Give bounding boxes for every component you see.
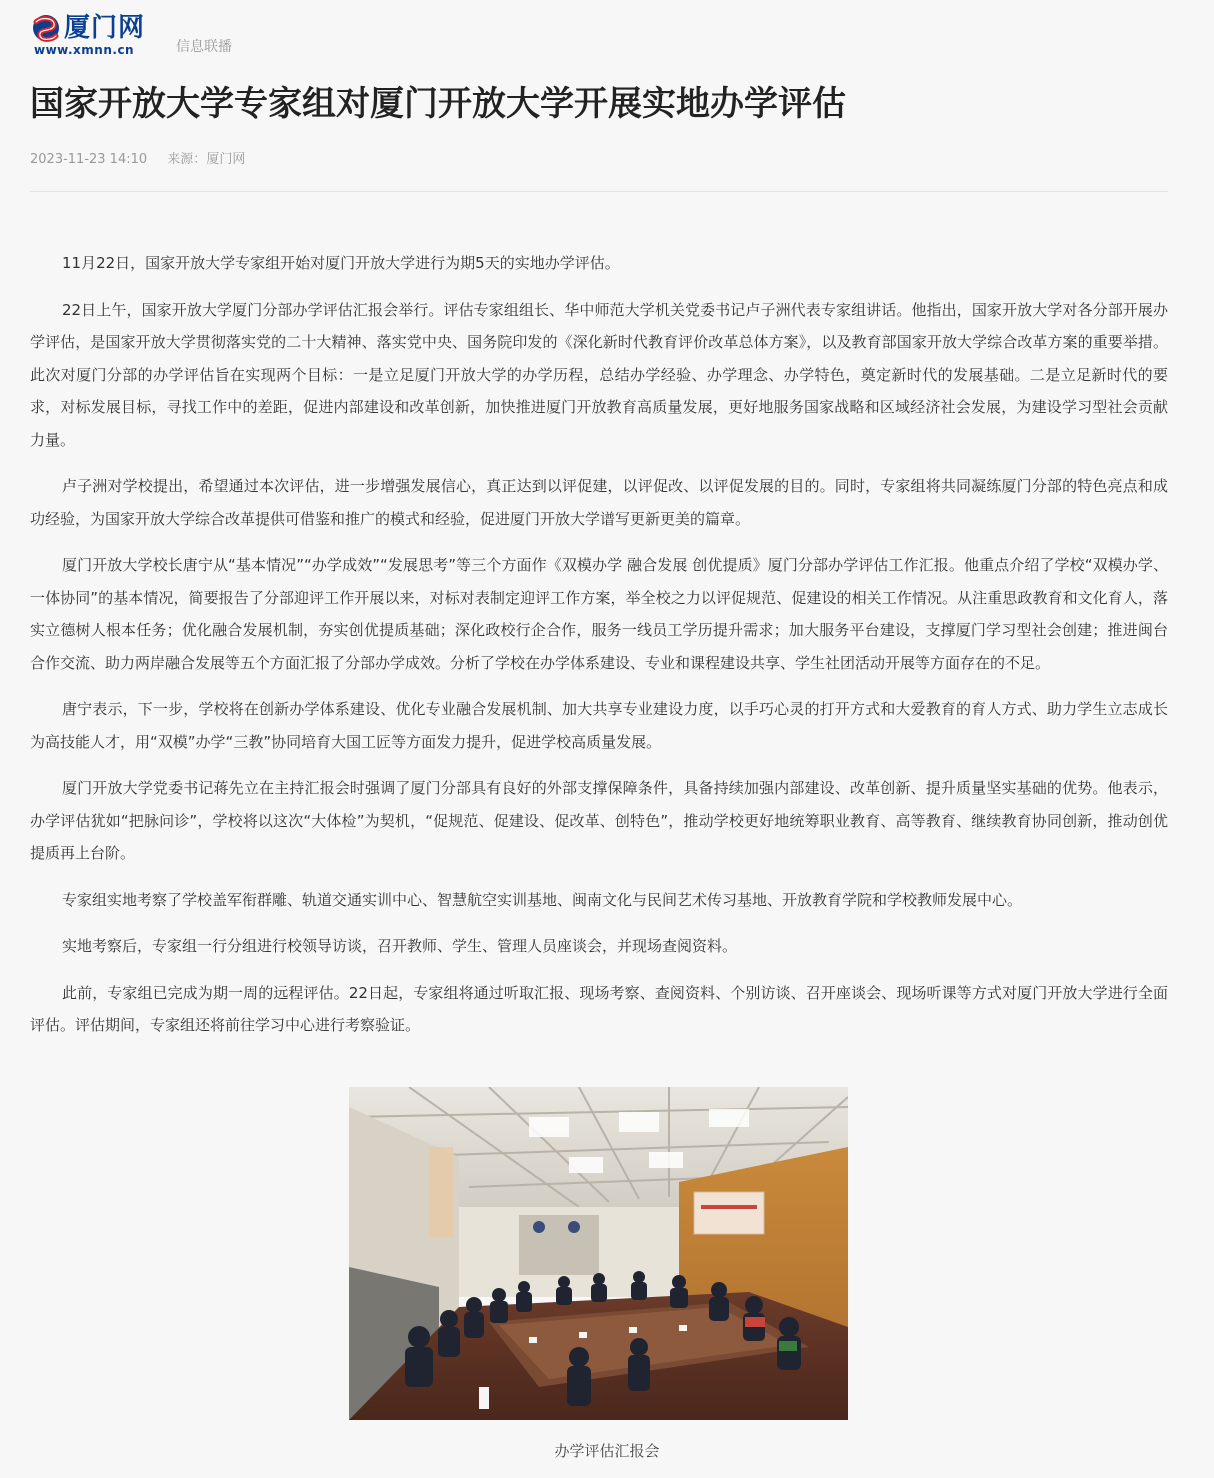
article-title: 国家开放大学专家组对厦门开放大学开展实地办学评估 [30, 84, 846, 124]
source-label: 来源： [167, 152, 207, 167]
article-paragraph: 厦门开放大学党委书记蒋先立在主持汇报会时强调了厦门分部具有良好的外部支撑保障条件，具备持续加强内部建设、改革创新、提升质量坚实基础的优势。他表示，办学评估犹如“把脉问诊”，学校将以这次“大体检”为契机，“促规范、促建设、促改革、创特色”，推动学校更好地统筹职业教育、高等教育、继续教育协同创新，推动创优提质再上台阶。 [30, 779, 1168, 862]
logo-url: www.xmnn.cn [34, 43, 135, 57]
meeting-room-photo [349, 1087, 848, 1420]
logo-emblem-icon [30, 14, 64, 44]
source-name: 厦门网 [206, 152, 246, 167]
article-paragraph: 22日上午，国家开放大学厦门分部办学评估汇报会举行。评估专家组组长、华中师范大学机关党委书记卢子洲代表专家组讲话。他指出，国家开放大学对各分部开展办学评估，是国家开放大学贯彻落实党的二十大精神、落实党中央、国务院印发的《深化新时代教育评价改革总体方案》，以及教育部国家开放大学综合改革方案的重要举措。此次对厦门分部的办学评估旨在实现两个目标：一是立足厦门开放大学的办学历程，总结办学经验、办学理念、办学特色，奠定新时代的发展基础。二是立足新时代的要求，对标发展目标，寻找工作中的差距，促进内部建设和改革创新，加快推进厦门开放教育高质量发展，更好地服务国家战略和区域经济社会发展，为建设学习型社会贡献力量。 [30, 300, 1168, 449]
logo-text: 厦门网 [64, 13, 146, 43]
photo-caption: 办学评估汇报会 [554, 1442, 660, 1460]
article-paragraph: 厦门开放大学校长唐宁从“基本情况”“办学成效”“发展思考”等三个方面作《双模办学 融合发展 创优提质》厦门分部办学评估工作汇报。他重点介绍了学校“双模办学、一体协同”的基本情况，简要报告了分部迎评工作开展以来，对标对表制定迎评工作方案，举全校之力以评促规范、促建设的相关工作情况。从注重思政教育和文化育人，落实立德树人根本任务；优化融合发展机制，夯实创优提质基础；深化政校行企合作，服务一线员工学历提升需求；加大服务平台建设，支撑厦门学习型社会创建；推进闽台合作交流、助力两岸融合发展等五个方面汇报了分部办学成效。分析了学校在办学体系建设、专业和课程建设共享、学生社团活动开展等方面存在的不足。 [30, 556, 1168, 672]
article-meta [30, 148, 245, 167]
article-paragraph: 实地考察后，专家组一行分组进行校领导访谈，召开教师、学生、管理人员座谈会，并现场查阅资料。 [62, 937, 738, 955]
article-paragraph: 专家组实地考察了学校盖军衔群雕、轨道交通实训中心、智慧航空实训基地、闽南文化与民间艺术传习基地、开放教育学院和学校教师发展中心。 [62, 890, 1023, 909]
publish-datetime: 2023-11-23 14:10 [30, 152, 148, 167]
article-paragraph: 唐宁表示，下一步，学校将在创新办学体系建设、优化专业融合发展机制、加大共享专业建设力度，以手巧心灵的打开方式和大爱教育的育人方式、助力学生立志成长为高技能人才，用“双模”办学“三教”协同培育大国工匠等方面发力提升，促进学校高质量发展。 [30, 700, 1168, 751]
article-body [30, 247, 1168, 1056]
article-paragraph: 卢子洲对学校提出，希望通过本次评估，进一步增强发展信心，真正达到以评促建，以评促改、以评促发展的目的。同时，专家组将共同凝练厦门分部的特色亮点和成功经验，为国家开放大学综合改革提供可借鉴和推广的模式和经验，促进厦门开放大学谱写更新更美的篇章。 [30, 477, 1168, 528]
article-photo [349, 1087, 848, 1420]
site-logo[interactable] [30, 12, 160, 58]
article-paragraph: 此前，专家组已完成为期一周的远程评估。22日起，专家组将通过听取汇报、现场考察、查阅资料、个别访谈、召开座谈会、现场听课等方式对厦门开放大学进行全面评估。评估期间，专家组还将前往学习中心进行考察验证。 [30, 983, 1168, 1034]
title-divider [30, 191, 1168, 192]
channel-link[interactable]: 信息联播 [176, 39, 232, 55]
article-paragraph: 11月22日，国家开放大学专家组开始对厦门开放大学进行为期5天的实地办学评估。 [62, 254, 620, 272]
site-header [30, 12, 430, 62]
